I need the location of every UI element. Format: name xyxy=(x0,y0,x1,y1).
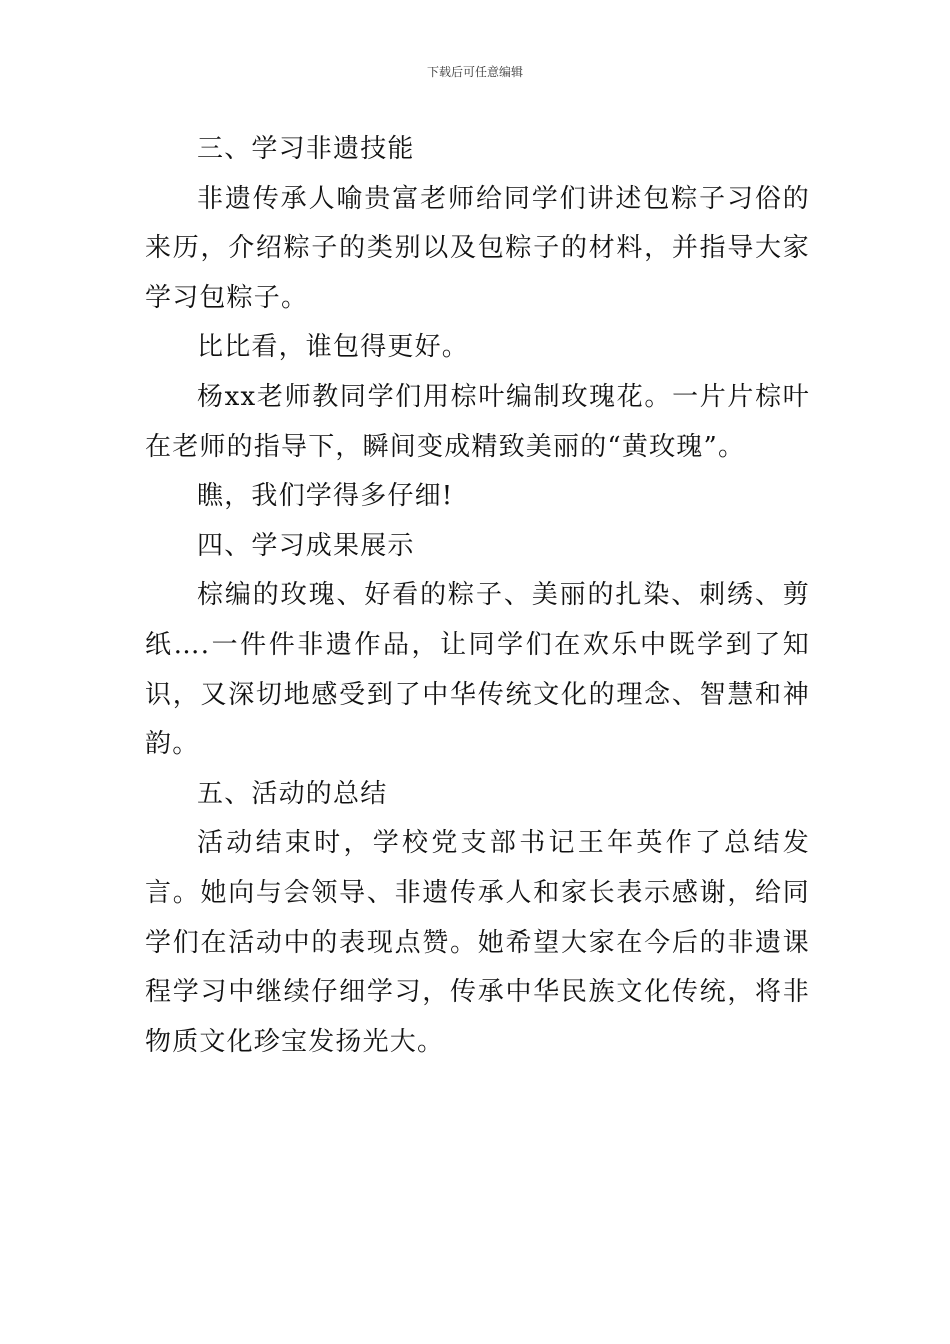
paragraph-palm-rose: 杨xx老师教同学们用棕叶编制玫瑰花。一片片棕叶在老师的指导下，瞬间变成精致美丽的“黄玫瑰”。 xyxy=(145,381,810,462)
document-body xyxy=(145,125,810,1067)
paragraph-zongzi-history: 非遗传承人喻贵富老师给同学们讲述包粽子习俗的来历，介绍粽子的类别以及包粽子的材料，并指导大家学习包粽子。 xyxy=(145,183,810,313)
section-heading-4: 四、学习成果展示 xyxy=(197,530,415,561)
paragraph-works-display: 棕编的玫瑰、好看的粽子、美丽的扎染、刺绣、剪纸….一件件非遗作品，让同学们在欢乐中既学到了知识，又深切地感受到了中华传统文化的理念、智慧和神韵。 xyxy=(145,580,810,760)
header-note: 下载后可任意编辑 xyxy=(426,65,523,79)
paragraph-look: 瞧，我们学得多仔细! xyxy=(197,481,454,512)
paragraph-summary: 活动结束时，学校党支部书记王年英作了总结发言。她向与会领导、非遗传承人和家长表示感谢，给同学们在活动中的表现点赞。她希望大家在今后的非遗课程学习中继续仔细学习，传承中华民族文化传统，将非物质文化珍宝发扬光大。 xyxy=(145,828,810,1057)
paragraph-compare: 比比看，谁包得更好。 xyxy=(197,332,470,363)
section-heading-3: 三、学习非遗技能 xyxy=(197,134,415,164)
section-heading-5: 五、活动的总结 xyxy=(197,778,388,809)
